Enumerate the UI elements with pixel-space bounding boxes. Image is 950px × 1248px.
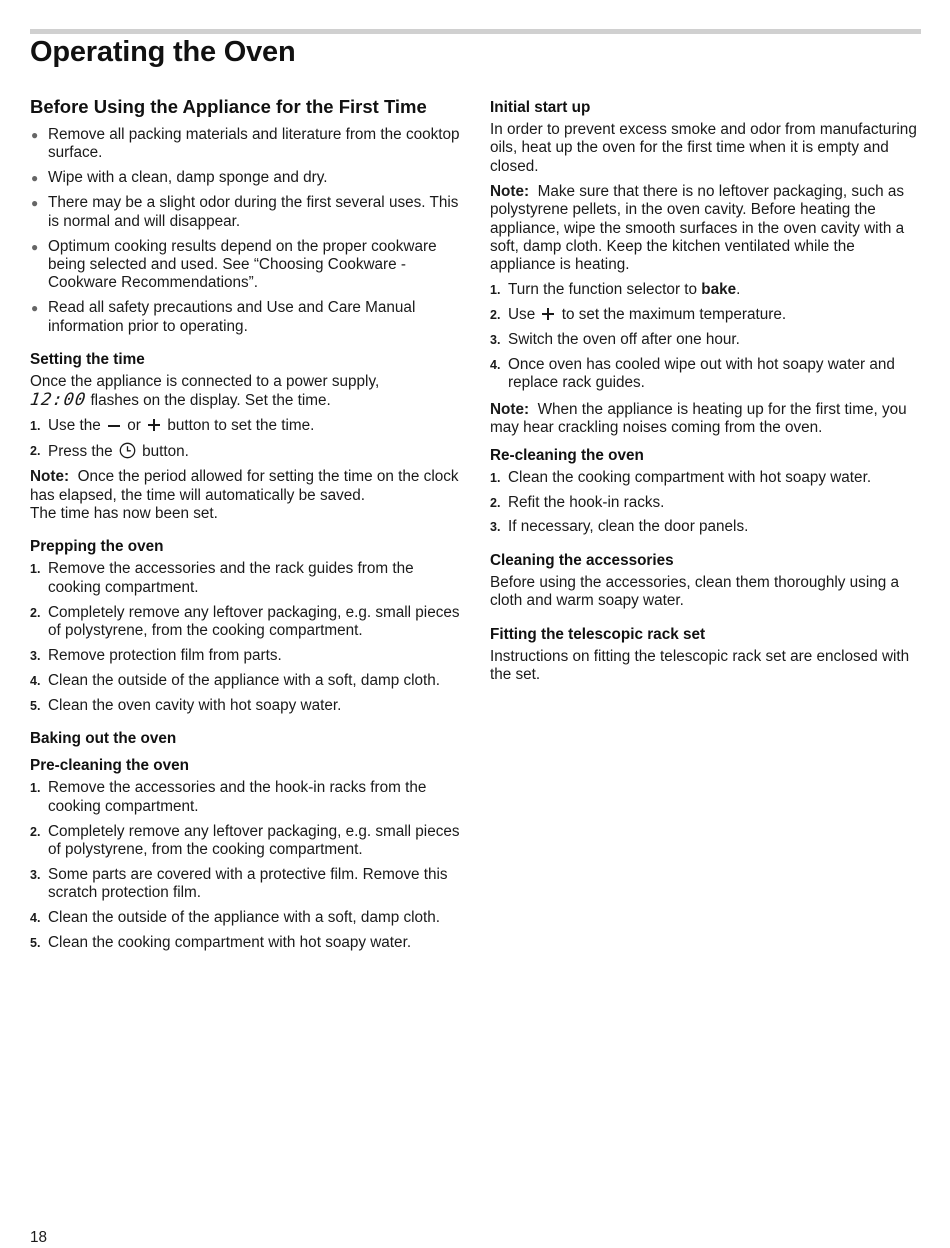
pre-cleaning-steps [30,779,460,952]
list-item: 4. Clean the outside of the appliance with a soft, damp cloth. [30,909,441,927]
recleaning-heading: Re-cleaning the oven [490,446,644,464]
display-readout: 12:00 [28,390,88,411]
initial-start-note: Note: Make sure that there is no leftover packaging, such as polystyrene pellets, in the oven cavity. Before heating the appliance, wipe the smooth surfaces in the oven cavity with a soft, damp cloth. Keep the kitchen ventilated while the appliance is heating. [490,182,905,274]
list-item: 3. Some parts are covered with a protective film. Remove this scratch protection film. [30,865,448,902]
initial-start-intro: In order to prevent excess smoke and odor from manufacturing oils, heat up the oven for the first time when it is empty and closed. [490,121,917,175]
bullet-icon: ● [31,239,39,254]
telescopic-heading: Fitting the telescopic rack set [490,625,706,643]
right-column [490,96,922,684]
section-title: Before Using the Appliance for the First Time [30,96,427,117]
list-item: 4. Once oven has cooled wipe out with hot soapy water and replace rack guides. [490,355,895,392]
list-item: 1. Remove the accessories and the rack guides from the cooking compartment. [30,560,414,596]
setting-time-note: Note: Once the period allowed for setting the time on the clock has elapsed, the time will automatically be saved. [30,468,459,504]
setting-time-outro: The time has now been set. [30,505,218,522]
recleaning-steps [490,469,922,537]
list-item: 2. Completely remove any leftover packaging, e.g. small pieces of polystyrene, from the cooking compartment. [30,822,460,858]
bullet-icon: ● [31,196,39,211]
list-item: 2. Completely remove any leftover packaging, e.g. small pieces of polystyrene, from the cooking compartment. [30,603,460,640]
accessories-heading: Cleaning the accessories [490,551,674,569]
list-item: 2. Use to set the maximum temperature. [490,306,787,324]
list-item: ● Read all safety precautions and Use and Care Manual information prior to operating. [31,299,416,335]
page-number: 18 [30,1229,48,1246]
initial-start-heading: Initial start up [490,99,591,116]
list-item: ● There may be a slight odor during the first several uses. This is normal and will disappear. [31,194,459,230]
setting-time-steps [30,417,460,461]
plus-icon [148,419,160,431]
header-rule [30,29,921,34]
initial-start-steps [490,281,922,393]
minus-icon [108,425,120,427]
list-item: ● Wipe with a clean, damp sponge and dry. [31,169,328,187]
first-time-list [30,126,460,336]
telescopic-text: Instructions on fitting the telescopic rack set are enclosed with the set. [490,647,910,684]
bullet-icon: ● [31,128,39,142]
list-item: 5. Clean the cooking compartment with hot soapy water. [30,934,412,952]
prepping-heading: Prepping the oven [30,538,164,556]
list-item: 2. Press the button. [30,443,189,461]
bullet-icon: ● [31,301,39,316]
list-item: 2. Refit the hook-in racks. [490,493,665,511]
list-item: ● Optimum cooking results depend on the proper cookware being selected and used. See “Choosing Cookware - Cookware Recommendations”. [31,237,437,292]
left-column [30,96,460,959]
list-item: 5. Clean the oven cavity with hot soapy water. [30,696,342,714]
list-item: ● Remove all packing materials and literature from the cooktop surface. [31,126,460,162]
list-item: 1. Use the or button to set the time. [30,417,315,435]
prepping-steps [30,560,460,715]
pre-cleaning-heading: Pre-cleaning the oven [30,757,189,775]
clock-icon [119,442,136,459]
page-title: Operating the Oven [30,36,296,68]
setting-time-heading: Setting the time [30,351,145,369]
plus-icon [542,308,554,320]
list-item: 4. Clean the outside of the appliance with a soft, damp cloth. [30,671,441,689]
list-item: 1. Remove the accessories and the hook-in racks from the cooking compartment. [30,779,427,815]
initial-start-note-2: Note: When the appliance is heating up for the first time, you may hear crackling noises coming from the oven. [490,400,907,437]
list-item: 3. If necessary, clean the door panels. [490,518,749,536]
baking-out-heading: Baking out the oven [30,730,177,748]
list-item: 3. Remove protection film from parts. [30,647,282,665]
list-item: 3. Switch the oven off after one hour. [490,331,740,349]
list-item: 1. Turn the function selector to bake. [490,281,741,299]
setting-time-intro: Once the appliance is connected to a power supply, 12:00 flashes on the display. Set the time. [28,373,380,411]
list-item: 1. Clean the cooking compartment with hot soapy water. [490,468,872,486]
accessories-text: Before using the accessories, clean them thoroughly using a cloth and warm soapy water. [490,573,900,610]
bullet-icon: ● [31,171,39,186]
